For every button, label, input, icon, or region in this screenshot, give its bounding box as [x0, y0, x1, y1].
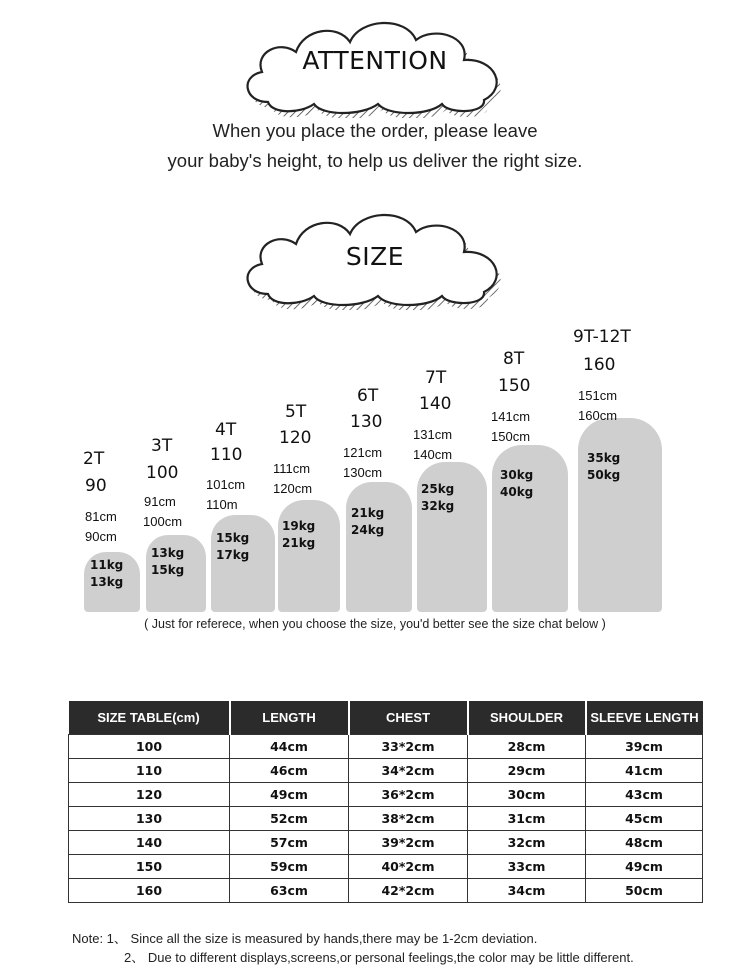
table-row — [69, 831, 703, 855]
size-kg-low-7t: 25kg — [421, 482, 455, 496]
header-size-table: SIZE TABLE(cm) — [69, 701, 230, 735]
cell-shoulder: 28cm — [468, 735, 586, 759]
cell-length: 52cm — [230, 807, 349, 831]
size-cm-low-2t: 81cm — [85, 509, 117, 524]
size-kg-high-6t: 24kg — [351, 523, 385, 537]
table-row — [69, 759, 703, 783]
cell-chest: 33*2cm — [349, 735, 468, 759]
table-row — [69, 783, 703, 807]
table-row — [69, 807, 703, 831]
size-label-8t: 8T — [503, 349, 525, 369]
size-height-3t: 100 — [146, 463, 179, 483]
size-cm-low-5t: 111cm — [273, 461, 311, 476]
size-cm-high-3t: 100cm — [143, 514, 183, 529]
table-row — [69, 879, 703, 903]
cell-length: 59cm — [230, 855, 349, 879]
size-kg-high-7t: 32kg — [421, 499, 455, 513]
size-label-3t: 3T — [151, 436, 173, 456]
cell-sleeve-length: 50cm — [586, 879, 703, 903]
attention-title: ATTENTION — [302, 46, 448, 75]
cell-size: 140 — [69, 831, 230, 855]
table-header-row — [69, 701, 703, 735]
size-height-6t: 130 — [350, 412, 383, 432]
cell-size: 150 — [69, 855, 230, 879]
size-label-6t: 6T — [357, 386, 379, 406]
size-height-2t: 90 — [85, 476, 107, 496]
cell-length: 63cm — [230, 879, 349, 903]
size-kg-high-2t: 13kg — [90, 575, 124, 589]
size-cm-low-9t-12t: 151cm — [578, 388, 618, 403]
cell-chest: 34*2cm — [349, 759, 468, 783]
cell-shoulder: 31cm — [468, 807, 586, 831]
size-cm-low-7t: 131cm — [413, 427, 453, 442]
cell-size: 120 — [69, 783, 230, 807]
size-label-4t: 4T — [215, 420, 237, 440]
size-cm-low-6t: 121cm — [343, 445, 383, 460]
size-height-8t: 150 — [498, 376, 531, 396]
cell-sleeve-length: 48cm — [586, 831, 703, 855]
cell-length: 46cm — [230, 759, 349, 783]
cell-chest: 42*2cm — [349, 879, 468, 903]
size-kg-low-2t: 11kg — [90, 558, 124, 572]
cell-length: 57cm — [230, 831, 349, 855]
cell-length: 44cm — [230, 735, 349, 759]
size-kg-low-9t-12t: 35kg — [587, 451, 621, 465]
cell-chest: 39*2cm — [349, 831, 468, 855]
note-line-2: 2、 Due to different displays,screens,or personal feelings,the color may be little different. — [124, 950, 634, 965]
size-cm-high-5t: 120cm — [273, 481, 313, 496]
size-kg-high-9t-12t: 50kg — [587, 468, 621, 482]
size-cm-high-4t: 110m — [206, 497, 238, 512]
size-kg-high-4t: 17kg — [216, 548, 250, 562]
size-height-7t: 140 — [419, 394, 452, 414]
header-sleeve-length: SLEEVE LENGTH — [586, 701, 703, 735]
header-chest: CHEST — [349, 701, 468, 735]
attention-line-2: your baby's height, to help us deliver the right size. — [167, 150, 583, 171]
size-label-9t-12t: 9T-12T — [573, 327, 631, 347]
size-kg-high-8t: 40kg — [500, 485, 534, 499]
cell-sleeve-length: 39cm — [586, 735, 703, 759]
cell-size: 110 — [69, 759, 230, 783]
cell-shoulder: 33cm — [468, 855, 586, 879]
cell-chest: 38*2cm — [349, 807, 468, 831]
size-cm-low-3t: 91cm — [144, 494, 176, 509]
cell-sleeve-length: 41cm — [586, 759, 703, 783]
size-label-5t: 5T — [285, 402, 307, 422]
cell-sleeve-length: 43cm — [586, 783, 703, 807]
size-height-4t: 110 — [210, 445, 243, 465]
size-height-9t-12t: 160 — [583, 355, 616, 375]
cell-chest: 40*2cm — [349, 855, 468, 879]
size-height-5t: 120 — [279, 428, 312, 448]
cell-size: 100 — [69, 735, 230, 759]
size-cm-high-8t: 150cm — [491, 429, 531, 444]
cell-sleeve-length: 49cm — [586, 855, 703, 879]
cell-size: 130 — [69, 807, 230, 831]
size-kg-high-3t: 15kg — [151, 563, 185, 577]
cell-shoulder: 34cm — [468, 879, 586, 903]
size-kg-high-5t: 21kg — [282, 536, 316, 550]
size-cm-high-2t: 90cm — [85, 529, 117, 544]
size-title: SIZE — [345, 242, 405, 271]
size-kg-low-5t: 19kg — [282, 519, 316, 533]
cell-shoulder: 29cm — [468, 759, 586, 783]
cell-sleeve-length: 45cm — [586, 807, 703, 831]
size-label-2t: 2T — [83, 449, 105, 469]
size-cm-high-7t: 140cm — [413, 447, 453, 462]
size-cm-low-4t: 101cm — [206, 477, 246, 492]
child-silhouette-9t-12t — [578, 418, 662, 612]
table-row — [69, 855, 703, 879]
header-shoulder: SHOULDER — [468, 701, 586, 735]
cell-shoulder: 30cm — [468, 783, 586, 807]
child-silhouette-6t — [346, 482, 412, 612]
cell-size: 160 — [69, 879, 230, 903]
size-kg-low-8t: 30kg — [500, 468, 534, 482]
size-chart-caption: ( Just for referece, when you choose the size, you'd better see the size chat below ) — [144, 617, 606, 631]
cell-length: 49cm — [230, 783, 349, 807]
cell-chest: 36*2cm — [349, 783, 468, 807]
size-label-7t: 7T — [425, 368, 447, 388]
size-kg-low-4t: 15kg — [216, 531, 250, 545]
table-row — [69, 735, 703, 759]
child-silhouette-5t — [278, 500, 340, 612]
size-cm-low-8t: 141cm — [491, 409, 531, 424]
cell-shoulder: 32cm — [468, 831, 586, 855]
size-table — [68, 701, 703, 903]
note-line-1: Note: 1、 Since all the size is measured by hands,there may be 1-2cm deviation. — [72, 931, 538, 946]
size-kg-low-3t: 13kg — [151, 546, 185, 560]
header-length: LENGTH — [230, 701, 349, 735]
size-cm-high-6t: 130cm — [343, 465, 383, 480]
size-cm-high-9t-12t: 160cm — [578, 408, 618, 423]
size-kg-low-6t: 21kg — [351, 506, 385, 520]
attention-line-1: When you place the order, please leave — [212, 120, 538, 141]
